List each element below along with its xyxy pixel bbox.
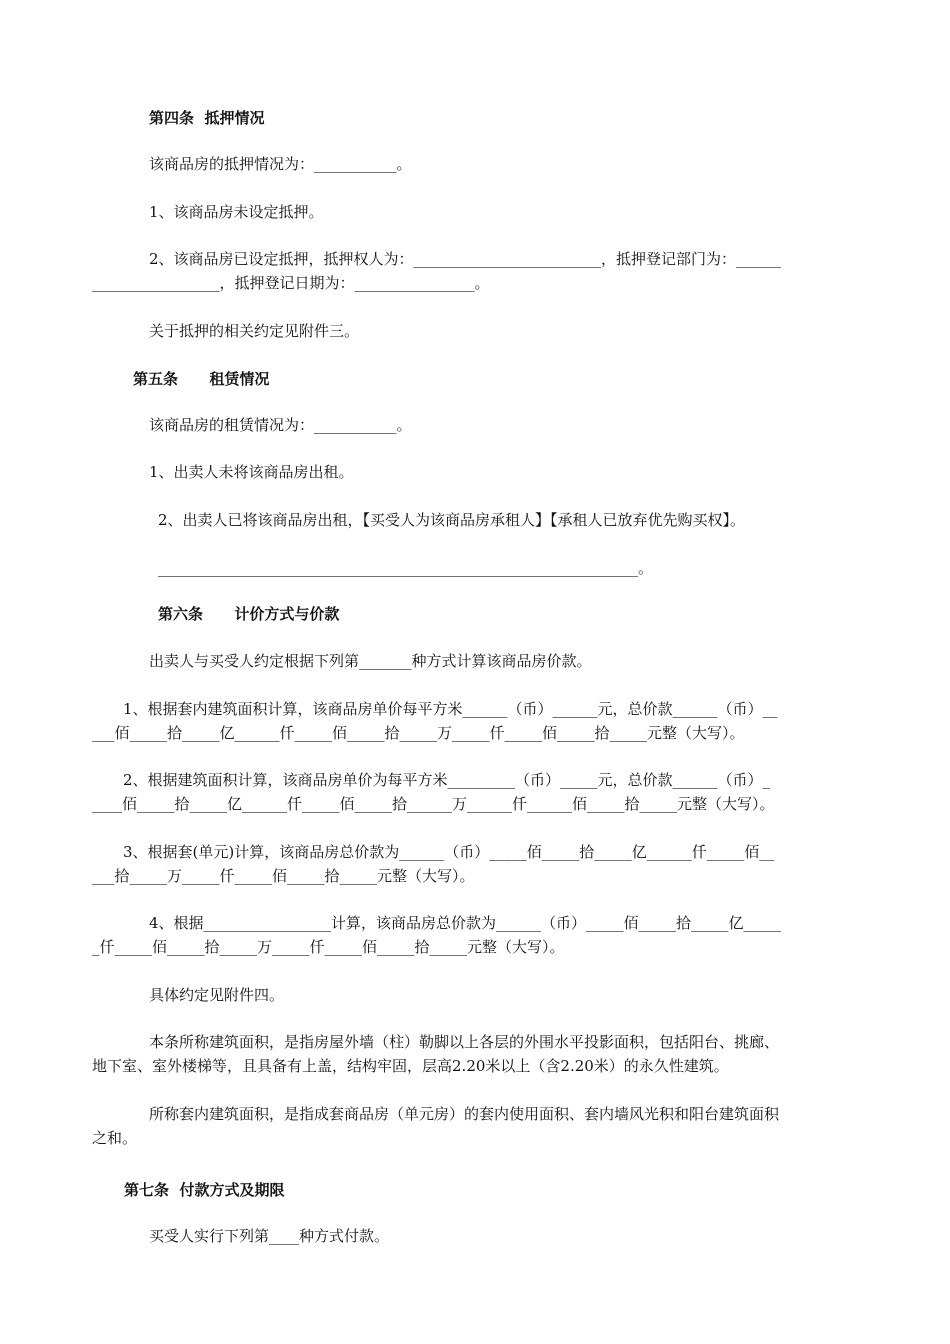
article-6-method-3-line-2: ___拾_____万_____仟_____佰_____拾_____元整（大写）。 [92,867,475,885]
article-5-paragraph-2: 1、出卖人未将该商品房出租。 [149,463,354,481]
article-6-method-4-line-2: _仟_____佰_____拾_____万_____仟_____佰_____拾_____元整（大写）。 [92,938,565,956]
article-4-heading: 第四条 抵押情况 [149,109,265,127]
article-7-heading: 第七条 付款方式及期限 [124,1181,285,1199]
article-6-method-2-line-2: ____佰_____拾_____亿______仟_____佰_____拾______万______仟______佰_____拾_____元整（大写）。 [92,795,775,813]
article-6-definition-1-line-2: 地下室、室外楼梯等，且具备有上盖，结构牢固，层高2.20米以上（含2.20米）的永久性建筑。 [92,1057,729,1075]
article-4-paragraph-1: 该商品房的抵押情况为：___________。 [149,155,412,173]
article-5-paragraph-1: 该商品房的租赁情况为：___________。 [149,416,412,434]
article-6-method-4-line-1: 4、根据_________________计算，该商品房总价款为______（币）_____佰_____拾_____亿_____ [149,914,782,932]
article-5-paragraph-4: ________________________________________________________________。 [158,559,654,577]
article-4-paragraph-3-line-2: _________________，抵押登记日期为：________________。 [92,274,490,292]
article-6-annex-note: 具体约定见附件四。 [149,986,285,1004]
article-6-method-1-line-2: ___佰_____拾_____亿______仟_____佰_____拾_____万_____仟_____佰_____拾_____元整（大写）。 [92,724,745,742]
article-4-paragraph-3-line-1: 2、该商品房已设定抵押，抵押权人为：_________________________，抵押登记部门为：______ [149,250,782,268]
article-5-paragraph-3: 2、出卖人已将该商品房出租，【买受人为该商品房承租人】【承租人已放弃优先购买权】。 [158,511,746,529]
article-6-definition-1-line-1: 本条所称建筑面积，是指房屋外墙（柱）勒脚以上各层的外围水平投影面积，包括阳台、挑廊、 [149,1033,780,1051]
article-6-method-2-line-1: 2、根据建筑面积计算，该商品房单价为每平方米_________（币）_____元，总价款______（币）_ [123,771,771,789]
article-4-paragraph-2: 1、该商品房未设定抵押。 [149,203,324,221]
article-5-heading: 第五条 租赁情况 [133,370,270,388]
article-7-paragraph-1: 买受人实行下列第____种方式付款。 [149,1227,390,1245]
article-6-method-3-line-1: 3、根据套(单元)计算，该商品房总价款为______（币）_____佰_____拾_____亿______仟_____佰__ [123,843,775,861]
article-6-definition-2-line-2: 之和。 [92,1129,138,1147]
article-6-method-1-line-1: 1、根据套内建筑面积计算，该商品房单价每平方米______（币）______元，总价款______（币）__ [123,700,778,718]
article-6-definition-2-line-1: 所称套内建筑面积，是指成套商品房（单元房）的套内使用面积、套内墙风光积和阳台建筑面积 [149,1105,780,1123]
article-4-paragraph-4: 关于抵押的相关约定见附件三。 [149,322,360,340]
article-6-heading: 第六条 计价方式与价款 [158,605,340,623]
article-6-intro: 出卖人与买受人约定根据下列第_______种方式计算该商品房价款。 [149,652,592,670]
